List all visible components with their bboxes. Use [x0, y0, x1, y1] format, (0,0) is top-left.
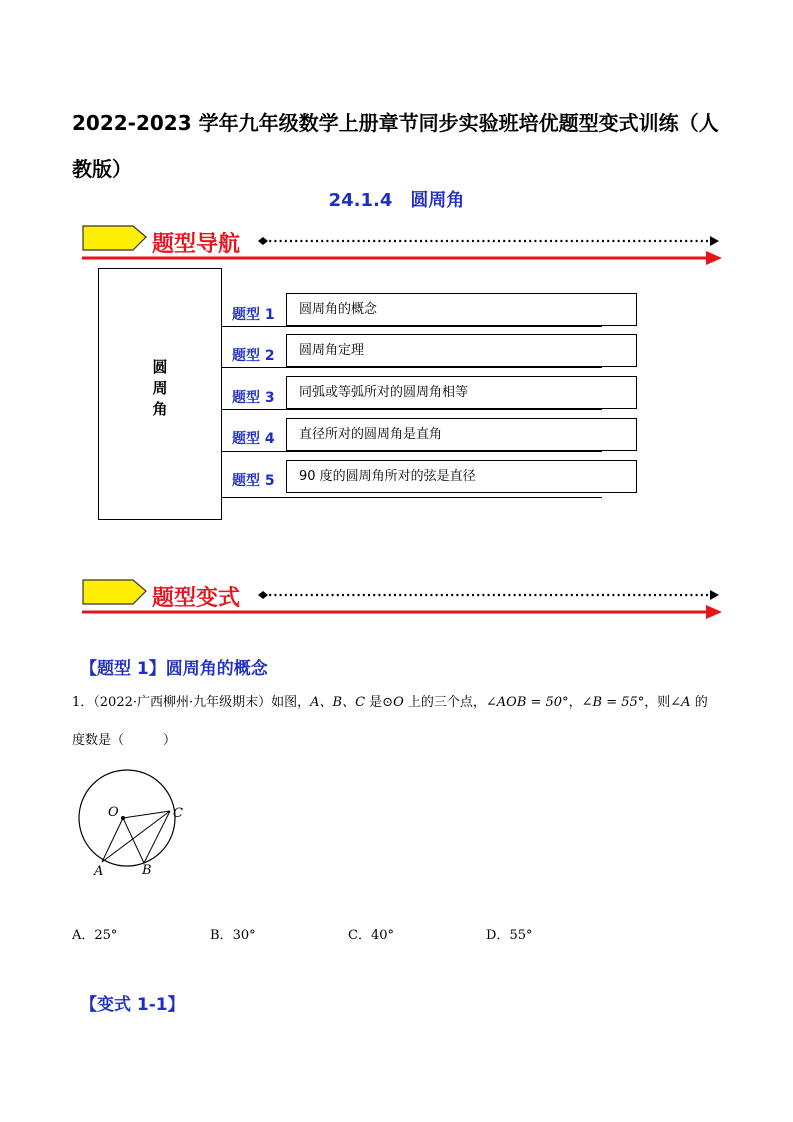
label-o: O — [108, 805, 119, 820]
arrow-tag-icon — [83, 580, 146, 604]
option-b[interactable]: B．30° — [210, 928, 256, 943]
topic-box-label: 圆 周 角 — [152, 358, 168, 418]
type-box-5[interactable]: 90 度的圆周角所对的弦是直径 — [286, 460, 637, 493]
topic-box — [98, 268, 222, 520]
section-heading-type-1: 【题型 1】圆周角的概念 — [80, 659, 268, 679]
type-label-5[interactable]: 题型 5 — [232, 473, 275, 489]
nav-banner-label: 题型导航 — [152, 232, 241, 257]
label-b: B — [142, 863, 152, 878]
type-underline — [222, 409, 602, 410]
section-subtitle: 24.1.4 圆周角 — [328, 190, 465, 211]
type-box-1[interactable]: 圆周角的概念 — [286, 293, 637, 326]
segment-oc — [123, 811, 170, 818]
question-1-line-2: 度数是（ ） — [72, 733, 177, 748]
option-a[interactable]: A．25° — [72, 928, 118, 943]
type-underline — [222, 367, 602, 368]
type-box-4[interactable]: 直径所对的圆周角是直角 — [286, 418, 637, 451]
type-underline — [222, 326, 602, 327]
arrow-tag-icon — [83, 226, 146, 250]
question-1-line-1: 1．（2022·广西柳州·九年级期末）如图，A、B、C 是⊙O 上的三个点，∠AOB = 50°，∠B = 55°，则∠A 的 — [72, 695, 708, 710]
label-a: A — [94, 864, 104, 879]
option-d[interactable]: D．55° — [486, 928, 533, 943]
circle-figure — [70, 768, 200, 880]
variant-banner-label: 题型变式 — [152, 586, 241, 611]
type-label-1[interactable]: 题型 1 — [232, 307, 275, 323]
type-underline — [222, 451, 602, 452]
option-c[interactable]: C．40° — [348, 928, 394, 943]
label-c: C — [173, 806, 183, 821]
question-1 — [72, 684, 724, 760]
document-title: 2022-2023 学年九年级数学上册章节同步实验班培优题型变式训练（人教版） — [72, 111, 719, 181]
type-box-2[interactable]: 圆周角定理 — [286, 334, 637, 367]
type-label-3[interactable]: 题型 3 — [232, 390, 275, 406]
type-underline — [222, 497, 602, 498]
type-label-4[interactable]: 题型 4 — [232, 431, 275, 447]
segment-oa — [102, 818, 123, 862]
type-label-2[interactable]: 题型 2 — [232, 348, 275, 364]
variant-heading-1-1: 【变式 1-1】 — [80, 995, 185, 1015]
segment-ob — [123, 818, 144, 863]
center-point — [121, 816, 125, 820]
type-box-3[interactable]: 同弧或等弧所对的圆周角相等 — [286, 376, 637, 409]
